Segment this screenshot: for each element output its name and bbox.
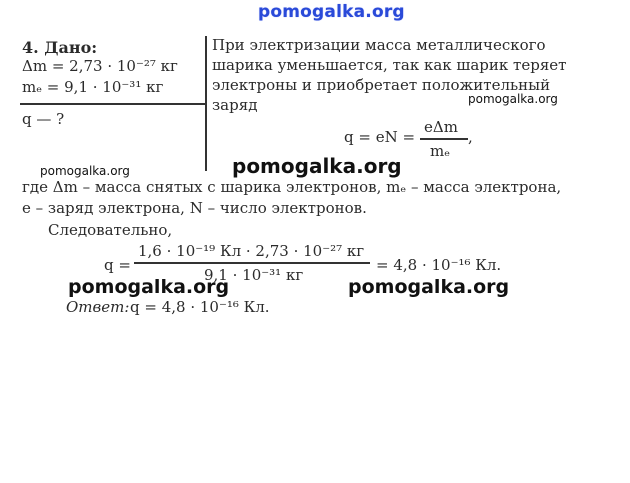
formula-numerator: eΔm	[424, 118, 458, 136]
watermark-center: pomogalka.org	[232, 154, 402, 178]
calc-fraction-bar	[134, 262, 370, 264]
calc-result: = 4,8 · 10⁻¹⁶ Кл.	[376, 256, 502, 274]
given-line-mass-removed: Δm = 2,73 · 10⁻²⁷ кг	[22, 57, 178, 75]
given-divider	[205, 36, 207, 171]
given-title: 4. Дано:	[22, 38, 98, 57]
calc-left: q =	[104, 256, 131, 274]
explanation-line-2: e – заряд электрона, N – число электронов.	[22, 199, 367, 217]
answer-label: Ответ:	[66, 298, 130, 316]
watermark-top: pomogalka.org	[258, 2, 405, 22]
explanation-line-1: где Δm – масса снятых с шарика электронов, mₑ – масса электрона,	[22, 178, 562, 196]
formula-left: q = eN =	[344, 128, 416, 146]
calc-numerator: 1,6 · 10⁻¹⁹ Кл · 2,73 · 10⁻²⁷ кг	[138, 242, 365, 260]
solution-line-3: электроны и приобретает положительный	[212, 76, 551, 94]
given-line-electron-mass: mₑ = 9,1 · 10⁻³¹ кг	[22, 78, 164, 96]
given-separator	[20, 103, 206, 105]
answer-value: q = 4,8 · 10⁻¹⁶ Кл.	[130, 298, 270, 316]
formula-denominator: mₑ	[430, 142, 451, 160]
given-unknown: q — ?	[22, 110, 65, 128]
watermark-bottom-left: pomogalka.org	[68, 276, 230, 298]
explanation-line-3: Следовательно,	[48, 221, 173, 239]
calc-denominator: 9,1 · 10⁻³¹ кг	[204, 266, 304, 284]
watermark-left-small: pomogalka.org	[40, 164, 130, 178]
solution-line-1: При электризации масса металлического	[212, 36, 546, 54]
solution-line-2: шарика уменьшается, так как шарик теряет	[212, 56, 567, 74]
watermark-bottom-right: pomogalka.org	[348, 276, 510, 298]
solution-line-4: заряд	[212, 96, 258, 114]
formula-comma: ,	[468, 128, 473, 146]
watermark-right-small: pomogalka.org	[468, 92, 558, 106]
formula-fraction-bar	[420, 138, 468, 140]
